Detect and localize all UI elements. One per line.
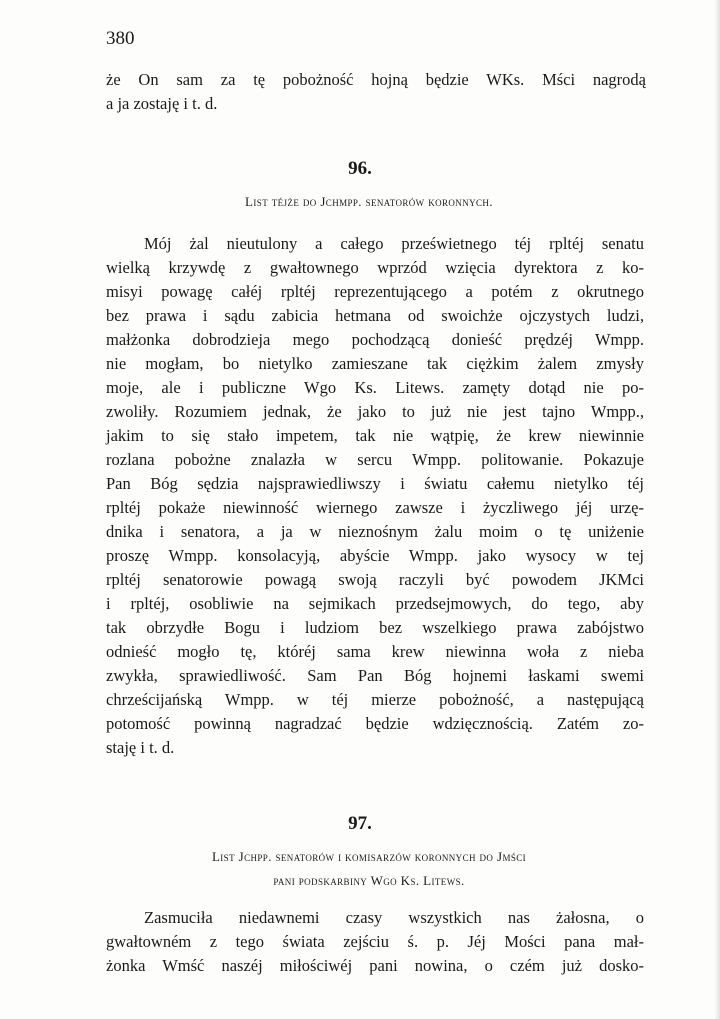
text-line: małżonka dobrodzieja mego pochodzącą donieść prędzéj Wmpp.: [106, 330, 644, 349]
heading-line: pani podskarbiny Wgo Ks. Litews.: [273, 873, 465, 888]
text-line: gwałtowném z tego świata zejściu ś. p. Jéj Mości pana mał-: [106, 932, 644, 951]
text-line: odnieść mogło tę, któréj sama krew niewinna woła z nieba: [106, 642, 644, 661]
text-line: rpltéj senatorowie powagą swoją raczyli być powodem JKMci: [106, 570, 644, 589]
page-edge-shadow: [714, 0, 720, 1019]
text-line: zwoliły. Rozumiem jednak, że jako to już nie jest tajno Wmpp.,: [106, 402, 644, 421]
text-line: zwykła, sprawiedliwość. Sam Pan Bóg hojnemi łaskami swemi: [106, 666, 644, 685]
letter-body: [106, 232, 644, 760]
text-line: nie mogłam, bo nietylko zamieszane tak ciężkim żalem zmysły: [106, 354, 644, 373]
text-line: moje, ale i publiczne Wgo Ks. Litews. zamęty dotąd nie po-: [106, 378, 644, 397]
letter-number: 97.: [348, 813, 372, 834]
text-line: i rpltéj, osobliwie na sejmikach przedsejmowych, do tego, aby: [106, 594, 644, 613]
text-line: Mój żal nieutulony a całego prześwietnego téj rpltéj senatu: [144, 234, 644, 253]
text-line: proszę Wmpp. konsolacyją, abyście Wmpp. jako wysocy w tej: [106, 546, 644, 565]
text-line: misyi powagę całéj rpltéj reprezentującego a potém z okrutnego: [106, 282, 644, 301]
text-line: wielką krzywdę z gwałtownego wprzód wzięcia dyrektora z ko-: [106, 258, 644, 277]
text-line: Pan Bóg sędzia najsprawiedliwszy i światu całemu nietylko téj: [106, 474, 644, 493]
text-line: potomość powinną nagradzać będzie wdzięcznością. Zatém zo-: [106, 714, 644, 733]
text-line: a ja zostaję i t. d.: [106, 94, 218, 113]
page-number: 380: [106, 28, 135, 49]
text-line: chrześcijańską Wmpp. w téj mierze pobożność, a następującą: [106, 690, 644, 709]
text-line: że On sam za tę pobożność hojną będzie WKs. Mści nagrodą: [106, 70, 646, 89]
text-line: tak obrzydłe Bogu i ludziom bez wszelkiego prawa zabójstwo: [106, 618, 644, 637]
text-line: dnika i senatora, a ja w nieznośnym żalu moim o tę uniżenie: [106, 522, 644, 541]
heading-line: List Jchpp. senatorów i komisarzów koronnych do Jmści: [211, 849, 527, 864]
text-line: rpltéj pokaże niewinność wiernego zawsze i życzliwego jéj urzę-: [106, 498, 644, 517]
letter-heading: List téjże do Jchmpp. senatorów koronnych.: [245, 194, 493, 209]
letter-body: [106, 906, 644, 978]
letter-heading: [95, 845, 643, 893]
continuation-paragraph: [106, 68, 646, 116]
text-line: Zasmuciła niedawnemi czasy wszystkich nas żałosna, o: [144, 908, 644, 927]
letter-number: 96.: [348, 158, 372, 179]
text-line: bez prawa i sądu zabicia hetmana od swoichże ojczystych ludzi,: [106, 306, 644, 325]
text-line: staję i t. d.: [106, 738, 175, 757]
text-line: rozlana pobożne znalazła w sercu Wmpp. politowanie. Pokazuje: [106, 450, 644, 469]
text-line: żonka Wmść naszéj miłościwéj pani nowina, o czém już dosko-: [106, 956, 644, 975]
text-line: jakim to się stało impetem, tak nie wątpię, że krew niewinnie: [106, 426, 644, 445]
